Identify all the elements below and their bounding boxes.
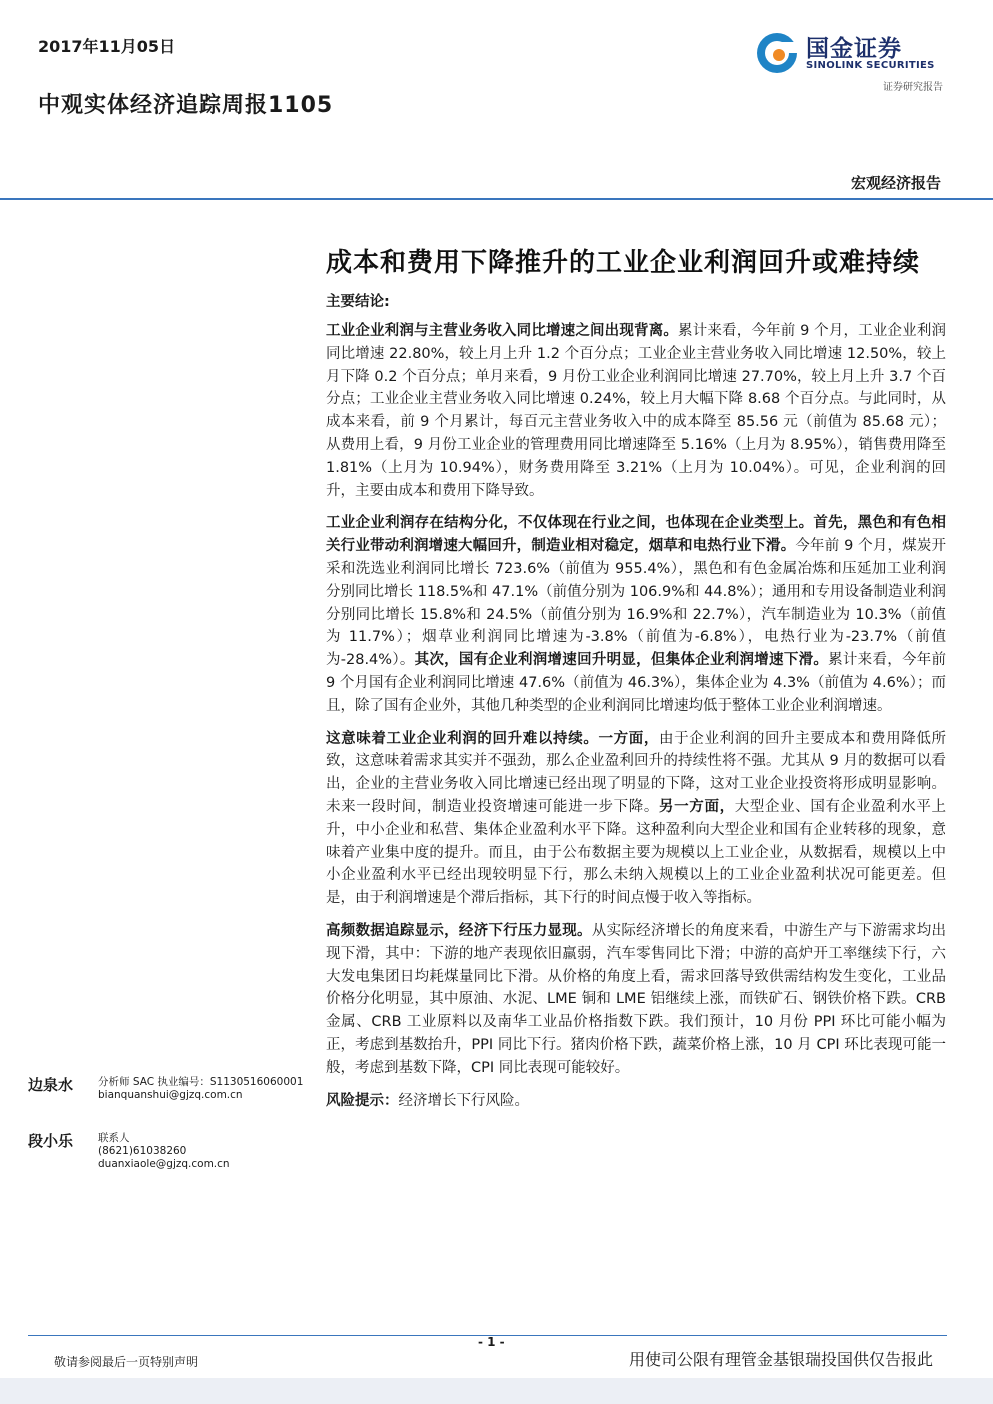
watermark-band [0,1378,993,1404]
report-body [326,320,946,1122]
author-contact [98,1132,230,1171]
paragraph-risk [326,1090,946,1113]
author-name: 段小乐 [28,1132,74,1150]
report-series-title: 中观实体经济追踪周报1105 [38,93,334,118]
report-type-label: 证券研究报告 [883,82,943,93]
paragraph-lead-secondary: 其次，国有企业利润增速回升明显，但集体企业利润增速下滑。 [414,652,829,669]
summary-label: 主要结论: [326,294,390,310]
paragraph-lead: 高频数据追踪显示，经济下行压力显现。 [326,922,592,939]
author-entry [28,1074,318,1130]
paragraph-text: 由于企业利润的回升主要成本和费用降低所致，这意味着需求其实并不强劲，那么企业盈利回升的持续性将不强。尤其从 9 月的数据可以看出，企业的主营业务收入同比增速已经出现了明显的下降，这对工业企业投资将形成明显影响。未来一段时间，制造业投资增速可能进一步下降。 [326,730,947,815]
paragraph-text: 经济增长下行风险。 [398,1092,529,1109]
paragraph-text: 今年前 9 个月，煤炭开采和洗选业利润同比增长 723.6%（前值为 955.4%），黑色和有色金属冶炼和压延加工业利润分别同比增长 118.5%和 47.1%（前值分别为 106.9%和 44.8%）；通用和专用设备制造业利润分别同比增长 15.8%和 24.5%（前值分别为 16.9%和 22.7%），汽车制造业为 10.3%（前值为 11.7%）；烟草业利润同比增速为-3.8%（前值为-6.8%），电热行业为-23.7%（前值为-28.4%）。 [326,538,946,669]
paragraph-structural-divergence [326,512,946,717]
paragraph-text-secondary: 大型企业、国有企业盈利水平上升，中小企业和私营、集体企业盈利水平下降。这种盈利向大型企业和国有企业转移的现象，意味着产业集中度的提升。而且，由于公布数据主要为规模以上工业企业，从数据看，规模以上中小企业盈利水平已经出现较明显下行，那么未纳入规模以上的工业企业盈利状况可能更差。但是，由于利润增速是个滞后指标，其下行的时间点慢于收入等指标。 [326,798,947,907]
author-contact [98,1076,303,1102]
paragraph-lead: 这意味着工业企业利润的回升难以持续。一方面， [326,730,660,747]
footer-notice: 用使司公限有理管金基银瑞投国供仅告报此 [628,1350,933,1369]
author-email[interactable]: duanxiaole@gjzq.com.cn [98,1158,230,1170]
company-logo [756,30,946,76]
author-entry [28,1130,318,1186]
paragraph-sustainability [326,728,946,910]
disclaimer-note: 敬请参阅最后一页特别声明 [54,1355,199,1369]
report-date: 2017年11月05日 [38,37,176,56]
author-email[interactable]: bianquanshui@gjzq.com.cn [98,1089,243,1101]
paragraph-high-frequency [326,920,946,1080]
paragraph-lead: 工业企业利润与主营业务收入同比增速之间出现背离。 [326,323,679,339]
logo-chinese-name: 国金证券 [806,36,902,62]
paragraph-text: 累计来看，今年前 9 个月，工业企业利润同比增速 22.80%，较上月上升 1.2 个百分点；工业企业主营业务收入同比增速 12.50%，较上月下降 0.2 个百分点；单月来看，9 月份工业企业利润同比增速 27.70%，较上月上升 3.7 个百分点；工业企业主营业务收入同比增速 0.24%，较上月大幅下降 8.68 个百分点。与此同时，从成本来看，前 9 个月累计，每百元主营业务收入中的成本降至 85.56 元（前值为 85.68 元）；从费用上看，9 月份工业企业的管理费用同比增速降至 5.16%（上月为 8.95%），销售费用降至 1.81%（上月为 10.94%），财务费用降至 3.21%（上月为 10.04%）。可见，企业利润的回升，主要由成本和费用下降导致。 [326,323,946,499]
author-list [28,1074,318,1186]
author-role: 联系人 [98,1132,130,1144]
author-phone: (8621)61038260 [98,1145,187,1157]
paragraph-lead: 风险提示： [326,1092,399,1109]
main-heading: 成本和费用下降推升的工业企业利润回升或难持续 [326,248,921,278]
paragraph-text: 从实际经济增长的角度来看，中游生产与下游需求均出现下滑，其中：下游的地产表现依旧羸弱，汽车零售同比下滑；中游的高炉开工率继续下行，六大发电集团日均耗煤量同比下滑。从价格的角度上看，需求回落导致供需结构发生变化，工业品价格分化明显，其中原油、水泥、LME 铜和 LME 铝继续上涨，而铁矿石、钢铁价格下跌。CRB 金属、CRB 工业原料以及南华工业品价格指数下跌。我们预计，10 月份 PPI 环比可能小幅为正，考虑到基数抬升，PPI 同比下行。猪肉价格下跌，蔬菜价格上涨，10 月 CPI 环比表现可能一般，考虑到基数下降，CPI 同比表现可能较好。 [326,922,946,1076]
header-divider [0,198,993,200]
paragraph-profit-divergence [326,320,946,502]
author-credential: 分析师 SAC 执业编号：S1130516060001 [98,1076,304,1088]
logo-english-name: SINOLINK SECURITIES [806,60,935,71]
report-category: 宏观经济报告 [850,174,941,192]
page-number: - 1 - [478,1335,505,1349]
sinolink-logo-icon [756,32,798,74]
author-name: 边泉水 [28,1076,74,1094]
paragraph-lead: 工业企业利润存在结构分化，不仅体现在行业之间，也体现在企业类型上。首先，黑色和有色相关行业带动利润增速大幅回升，制造业相对稳定，烟草和电热行业下滑。 [326,515,946,555]
paragraph-text-secondary: 累计来看，今年前 9 个月国有企业利润同比增速 47.6%（前值为 46.3%），集体企业为 4.3%（前值为 4.6%）；而且，除了国有企业外，其他几种类型的企业利润同比增速均低于整体工业企业利润增速。 [326,652,947,714]
paragraph-lead-secondary: 另一方面， [659,798,735,815]
